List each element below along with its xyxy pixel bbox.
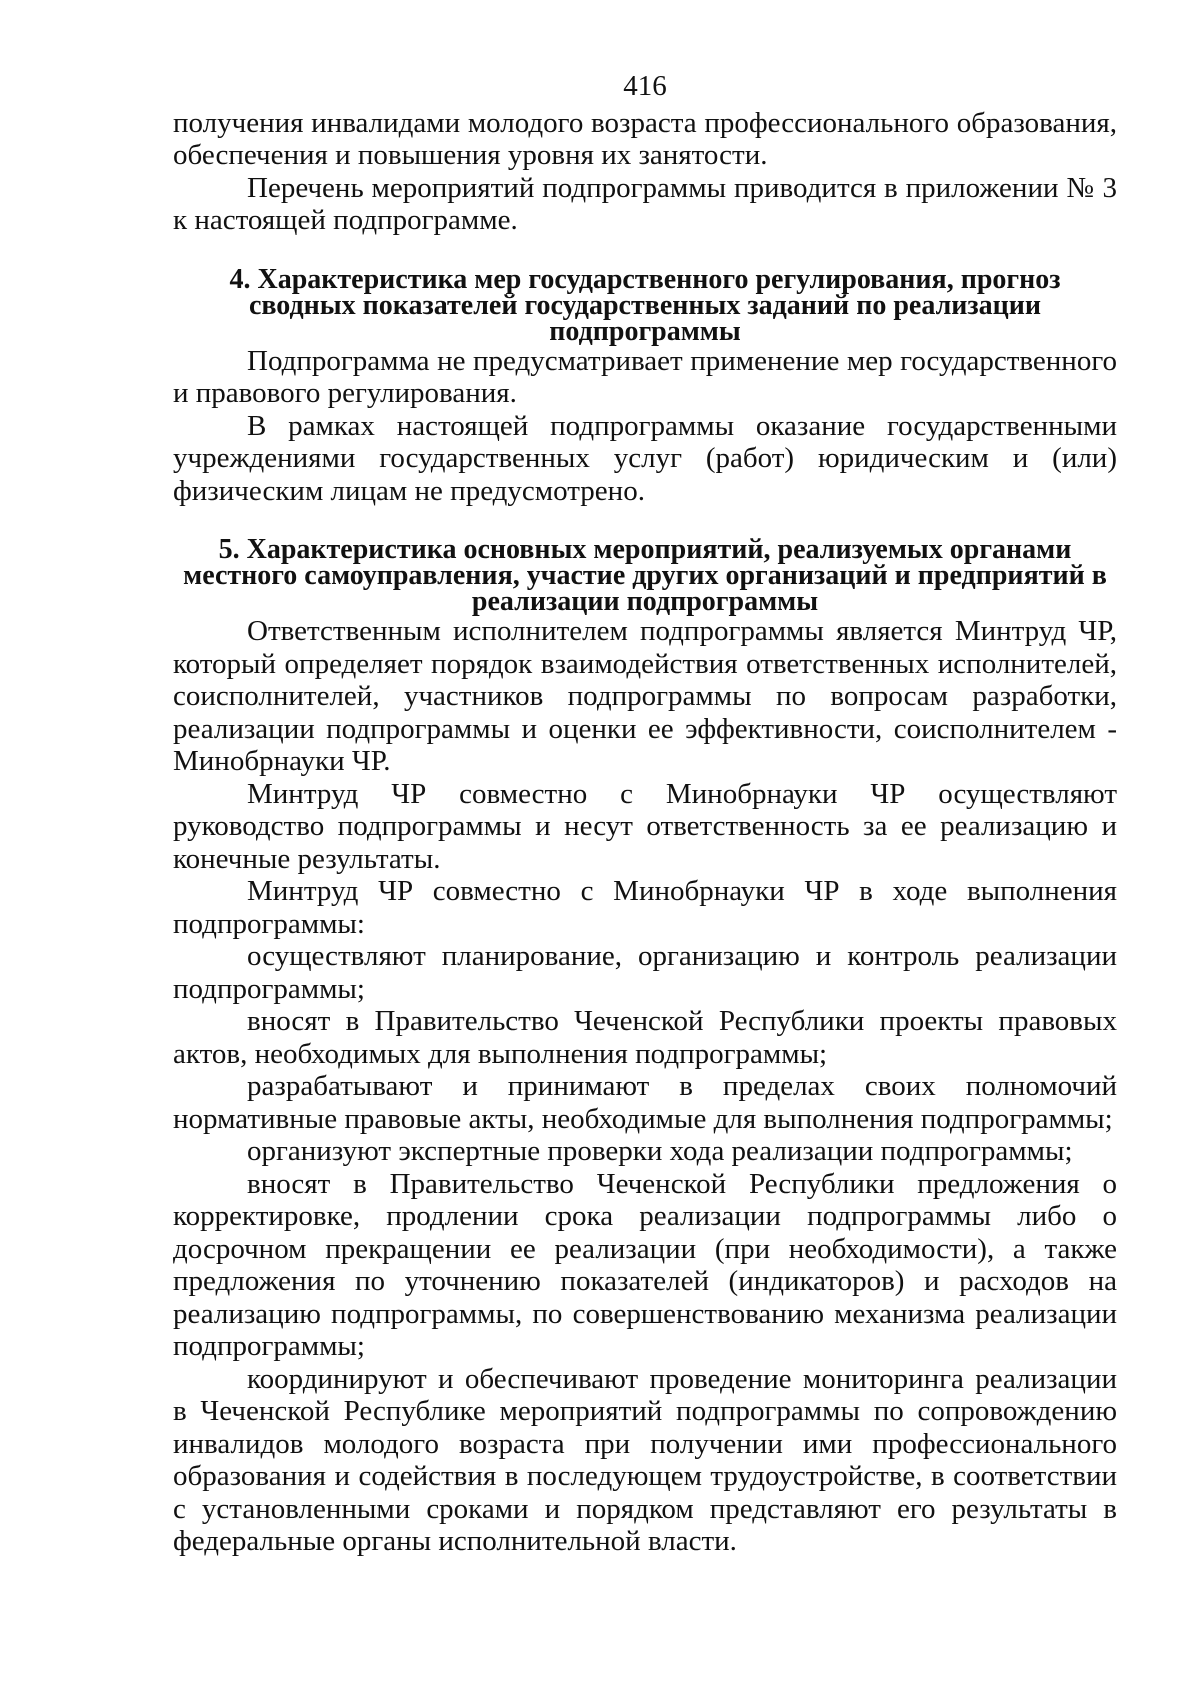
section-5-list-item: осуществляют планирование, организацию и контроль реализации подпрограммы; [173, 940, 1117, 1005]
intro-paragraph-1: получения инвалидами молодого возраста профессионального образования, обеспечения и повышения уровня их занятости. [173, 106, 1117, 171]
page-number: 416 [623, 70, 667, 102]
section-5-paragraph: Минтруд ЧР совместно с Минобрнауки ЧР осуществляют руководство подпрограммы и несут ответственность за ее реализацию и конечные результаты. [173, 777, 1117, 875]
section-5-list-item: разрабатывают и принимают в пределах своих полномочий нормативные правовые акты, необходимые для выполнения подпрограммы; [173, 1070, 1117, 1135]
section-5-list-item: организуют экспертные проверки хода реализации подпрограммы; [247, 1135, 1073, 1167]
section-4-heading: 4. Характеристика мер государственного регулирования, прогноз сводных показателей государственных заданий по реализации подпрограммы [229, 263, 1061, 347]
section-4-paragraph: В рамках настоящей подпрограммы оказание государственными учреждениями государственных услуг (работ) юридическим и (или) физическим лицам не предусмотрено. [173, 409, 1117, 507]
section-5-heading: 5. Характеристика основных мероприятий, реализуемых органами местного самоуправления, участие других организаций и предприятий в реализации подпрограммы [183, 534, 1107, 617]
section-5-list-item: вносят в Правительство Чеченской Республики проекты правовых актов, необходимых для выполнения подпрограммы; [173, 1005, 1117, 1070]
section-5-paragraph: Ответственным исполнителем подпрограммы является Минтруд ЧР, который определяет порядок взаимодействия ответственных исполнителей, соисполнителей, участников подпрограммы по вопросам разработки, реализации подпрограммы и оценки ее эффективности, соисполнителем - Минобрнауки ЧР. [173, 615, 1117, 777]
intro-paragraph-2: Перечень мероприятий подпрограммы приводится в приложении № 3 к настоящей подпрограмме. [173, 171, 1117, 236]
section-5-list-item: координируют и обеспечивают проведение мониторинга реализации в Чеченской Республике мероприятий подпрограммы по сопровождению инвалидов молодого возраста при получении ими профессионального образования и содействия в последующем трудоустройстве, в соответствии с установленными сроками и порядком представляют его результаты в федеральные органы исполнительной власти. [173, 1362, 1117, 1557]
section-4-paragraph: Подпрограмма не предусматривает применение мер государственного и правового регулирования. [173, 344, 1117, 409]
section-5-paragraph: Минтруд ЧР совместно с Минобрнауки ЧР в ходе выполнения подпрограммы: [173, 875, 1117, 940]
document-page [173, 70, 1117, 1558]
section-5-list-item: вносят в Правительство Чеченской Республики предложения о корректировке, продлении срока реализации подпрограммы либо о досрочном прекращении ее реализации (при необходимости), а также предложения по уточнению показателей (индикаторов) и расходов на реализацию подпрограммы, по совершенствованию механизма реализации подпрограммы; [173, 1167, 1117, 1362]
